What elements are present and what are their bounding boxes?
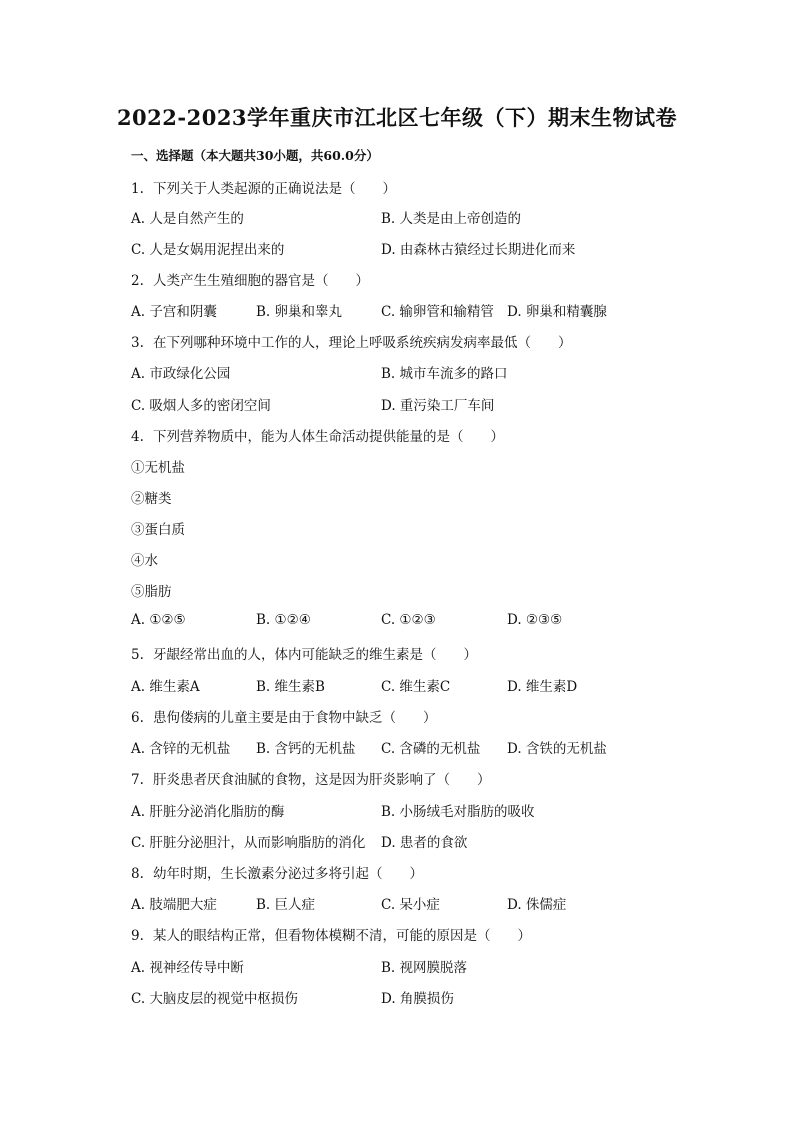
question-4 [131,425,504,445]
question-number: 2. [131,273,144,289]
options-row [131,800,691,820]
options-row [131,987,691,1007]
option-a[interactable]: A. 视神经传导中断 [131,960,244,976]
option-a[interactable]: A. 维生素A [131,679,200,695]
question-number: 9. [131,928,144,944]
option-b[interactable]: B. 巨人症 [256,897,316,913]
question-6 [131,706,437,726]
question-7 [131,768,491,788]
option-b[interactable]: B. ①②④ [256,612,311,628]
question-text: 在下列哪种环境中工作的人，理论上呼吸系统疾病发病率最低（ ） [153,335,572,351]
option-a[interactable]: A. 人是自然产生的 [131,211,244,227]
question-text: 人类产生生殖细胞的器官是（ ） [153,273,369,289]
question-text: 牙龈经常出血的人，体内可能缺乏的维生素是（ ） [153,647,477,663]
option-b[interactable]: B. 城市车流多的路口 [381,366,508,382]
option-d[interactable]: D. 由森林古猿经过长期进化而来 [381,242,576,258]
option-d[interactable]: D. 维生素D [507,679,578,695]
option-c[interactable]: C. 输卵管和输精管 [381,304,494,320]
question-number: 7. [131,772,144,788]
question-text: 某人的眼结构正常，但看物体模糊不清，可能的原因是（ ） [153,928,531,944]
option-d[interactable]: D. 重污染工厂车间 [381,398,495,414]
list-item: ⑤脂肪 [131,584,172,600]
question-3 [131,331,572,351]
question-text: 患佝偻病的儿童主要是由于食物中缺乏（ ） [153,710,437,726]
option-b[interactable]: B. 人类是由上帝创造的 [381,211,522,227]
option-a[interactable]: A. 子宫和阴囊 [131,304,217,320]
option-c[interactable]: C. 呆小症 [381,897,440,913]
question-number: 5. [131,647,144,663]
question-9 [131,924,531,944]
option-d[interactable]: D. ②③⑤ [507,612,563,628]
option-d[interactable]: D. 含铁的无机盐 [507,741,607,757]
list-item: ②糖类 [131,491,172,507]
option-c[interactable]: C. 含磷的无机盐 [381,741,481,757]
option-c[interactable]: C. ①②③ [381,612,436,628]
options-row [131,362,691,382]
question-text: 幼年时期，生长激素分泌过多将引起（ ） [153,866,423,882]
page-title: 2022-2023学年重庆市江北区七年级（下）期末生物试卷 [116,105,678,130]
section-heading: 一、选择题（本大题共30小题，共60.0分） [131,148,379,163]
question-text: 下列关于人类起源的正确说法是（ ） [153,181,396,197]
option-b[interactable]: B. 含钙的无机盐 [256,741,356,757]
option-a[interactable]: A. ①②⑤ [131,612,186,628]
option-c[interactable]: C. 维生素C [381,679,451,695]
options-row [131,612,691,632]
options-row [131,956,691,976]
list-item: ③蛋白质 [131,522,185,538]
question-text: 肝炎患者厌食油腻的食物，这是因为肝炎影响了（ ） [153,772,491,788]
option-d[interactable]: D. 卵巢和精囊腺 [507,304,607,320]
options-row [131,831,691,851]
option-c[interactable]: C. 人是女娲用泥捏出来的 [131,242,285,258]
options-row [131,893,691,913]
options-row [131,300,691,320]
options-row [131,207,691,227]
question-5 [131,643,477,663]
option-d[interactable]: D. 角膜损伤 [381,991,454,1007]
question-number: 3. [131,335,144,351]
question-number: 8. [131,866,144,882]
option-b[interactable]: B. 小肠绒毛对脂肪的吸收 [381,804,535,820]
options-row [131,394,691,414]
option-a[interactable]: A. 市政绿化公园 [131,366,231,382]
option-b[interactable]: B. 视网膜脱落 [381,960,468,976]
option-a[interactable]: A. 含锌的无机盐 [131,741,231,757]
question-1 [131,177,396,197]
question-8 [131,862,423,882]
option-d[interactable]: D. 侏儒症 [507,897,567,913]
options-row [131,737,691,757]
question-text: 下列营养物质中，能为人体生命活动提供能量的是（ ） [153,429,504,445]
options-row [131,675,691,695]
options-row [131,238,691,258]
list-item: ①无机盐 [131,460,185,476]
question-2 [131,269,369,289]
option-b[interactable]: B. 卵巢和睾丸 [256,304,343,320]
option-d[interactable]: D. 患者的食欲 [381,835,468,851]
option-b[interactable]: B. 维生素B [256,679,325,695]
option-c[interactable]: C. 大脑皮层的视觉中枢损伤 [131,991,298,1007]
question-number: 1. [131,181,144,197]
option-c[interactable]: C. 肝脏分泌胆汁，从而影响脂肪的消化 [131,835,366,851]
question-number: 4. [131,429,144,445]
list-item: ④水 [131,553,158,569]
option-c[interactable]: C. 吸烟人多的密闭空间 [131,398,271,414]
option-a[interactable]: A. 肢端肥大症 [131,897,217,913]
question-number: 6. [131,710,144,726]
option-a[interactable]: A. 肝脏分泌消化脂肪的酶 [131,804,285,820]
